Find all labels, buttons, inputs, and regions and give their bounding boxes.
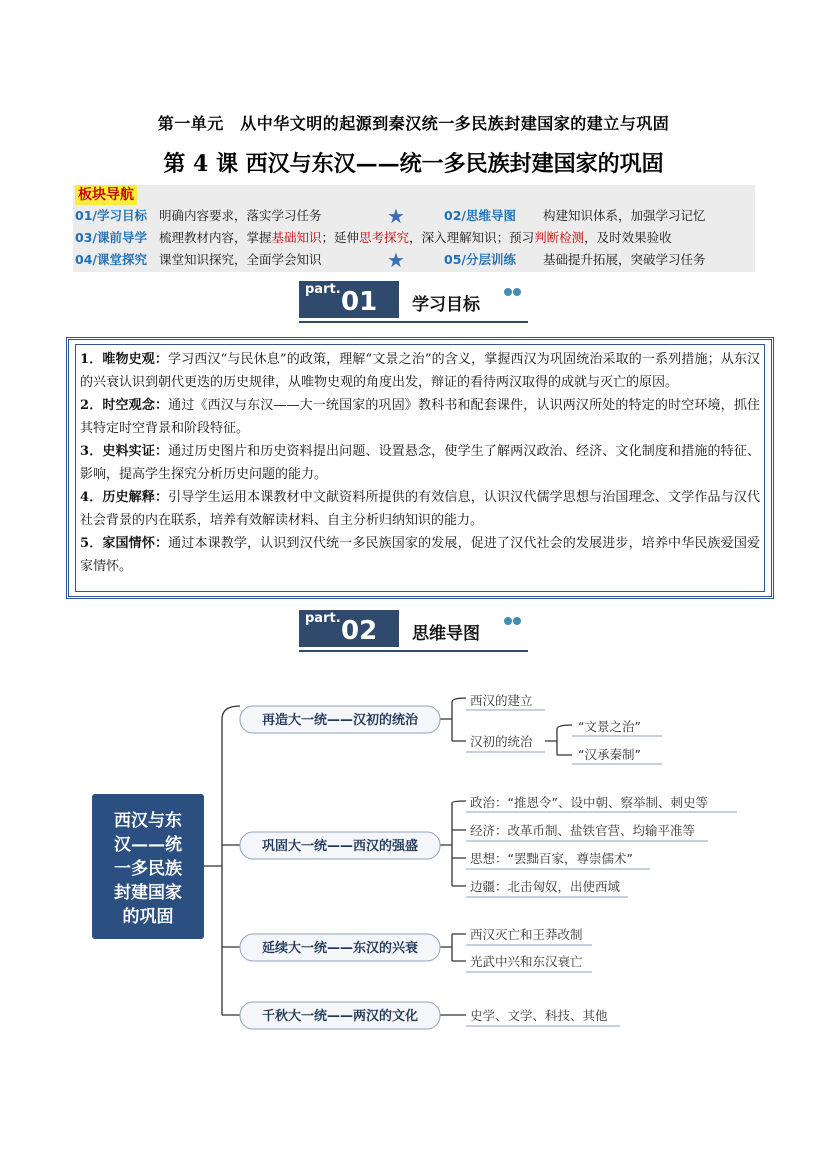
- part-word: part.: [305, 611, 341, 626]
- objective-item: 4．历史解释：引导学生运用本课教材中文献资料所提供的有效信息，认识汉代儒学思想与治国理念、文学作品与汉代社会背景的内在联系，培养有效解读材料、自主分析归纳知识的能力。: [80, 490, 760, 528]
- part-number: 02: [341, 616, 378, 646]
- star-icon: ★: [387, 204, 405, 228]
- root-line: 西汉与东: [114, 811, 182, 831]
- part-label: 思维导图: [412, 624, 480, 644]
- leaf-node: 经济：改革币制、盐铁官营、均输平准等: [470, 823, 696, 838]
- part-word: part.: [305, 282, 341, 297]
- nav-link-preview-guide[interactable]: 03/课前导学: [75, 230, 147, 245]
- leaf-node: 政治：“推恩令”、设中朝、察举制、刺史等: [470, 795, 708, 810]
- nav-link-tiered-training[interactable]: 05/分层训练: [444, 252, 516, 267]
- nav-desc: 课堂知识探究，全面学会知识: [159, 252, 322, 267]
- root-line: 汉——统: [114, 835, 182, 855]
- branch-label: 千秋大一统——两汉的文化: [261, 1009, 419, 1024]
- highlight-basic-knowledge: 基础知识: [271, 230, 322, 245]
- nav-link-classroom-inquiry[interactable]: 04/课堂探究: [75, 252, 147, 267]
- branch-label: 巩固大一统——西汉的强盛: [261, 839, 419, 854]
- leaf-node: “汉承秦制”: [578, 747, 641, 762]
- unit-title: 第一单元 从中华文明的起源到秦汉统一多民族封建国家的建立与巩固: [157, 114, 670, 133]
- root-line: 的巩固: [122, 907, 174, 927]
- objective-item: 3．史料实证：通过历史图片和历史资料提出问题、设置悬念，使学生了解两汉政治、经济、文化制度和措施的特征、影响，提高学生探究分析历史问题的能力。: [80, 444, 760, 482]
- leaf-node: “文景之治”: [578, 719, 641, 734]
- nav-link-mind-map[interactable]: 02/思维导图: [444, 208, 516, 223]
- nav-title: 板块导航: [75, 185, 137, 205]
- star-icon: ★: [387, 248, 405, 272]
- objective-item: 1．唯物史观：学习西汉“与民休息”的政策，理解“文景之治”的含义，掌握西汉为巩固统治采取的一系列措施；从东汉的兴衰认识到朝代更迭的历史规律，从唯物史观的角度出发，辩证的看待两汉取得的成就与灭亡的原因。: [80, 352, 761, 390]
- leaf-node: 光武中兴和东汉衰亡: [470, 954, 583, 969]
- nav-desc: 明确内容要求，落实学习任务: [159, 208, 322, 223]
- root-line: 封建国家: [114, 883, 182, 903]
- leaf-node: 边疆：北击匈奴，出使西域: [470, 879, 621, 894]
- nav-link-learning-goals[interactable]: 01/学习目标: [75, 208, 147, 223]
- root-line: 一多民族: [114, 859, 182, 879]
- highlight-judgment-test: 判断检测: [534, 230, 585, 245]
- objective-item: 2．时空观念：通过《西汉与东汉——大一统国家的巩固》教科书和配套课件，认识两汉所处的特定的时空环境，抓住其特定时空背景和阶段特征。: [80, 398, 760, 436]
- nav-desc: 构建知识体系，加强学习记忆: [543, 208, 706, 223]
- highlight-thinking: 思考探究: [359, 230, 410, 245]
- nav-desc: 基础提升拓展，突破学习任务: [543, 252, 706, 267]
- objective-item: 5．家国情怀：通过本课教学，认识到汉代统一多民族国家的发展，促进了汉代社会的发展进步，培养中华民族爱国爱家情怀。: [80, 536, 760, 574]
- part-label: 学习目标: [412, 295, 480, 315]
- nav-desc: 梳理教材内容，掌握基础知识；延伸思考探究，深入理解知识；预习判断检测，及时效果验收: [159, 230, 672, 245]
- part-number: 01: [341, 287, 378, 317]
- leaf-node: 汉初的统治: [470, 734, 533, 749]
- leaf-node: 史学、文学、科技、其他: [470, 1008, 608, 1023]
- leaf-node: 思想：“罢黜百家，尊崇儒术”: [470, 851, 633, 866]
- branch-label: 延续大一统——东汉的兴衰: [261, 941, 419, 956]
- leaf-node: 西汉灭亡和王莽改制: [470, 927, 583, 942]
- lesson-title: 第 4 课 西汉与东汉——统一多民族封建国家的巩固: [163, 151, 664, 177]
- leaf-node: 西汉的建立: [470, 693, 533, 708]
- branch-label: 再造大一统——汉初的统治: [261, 713, 419, 728]
